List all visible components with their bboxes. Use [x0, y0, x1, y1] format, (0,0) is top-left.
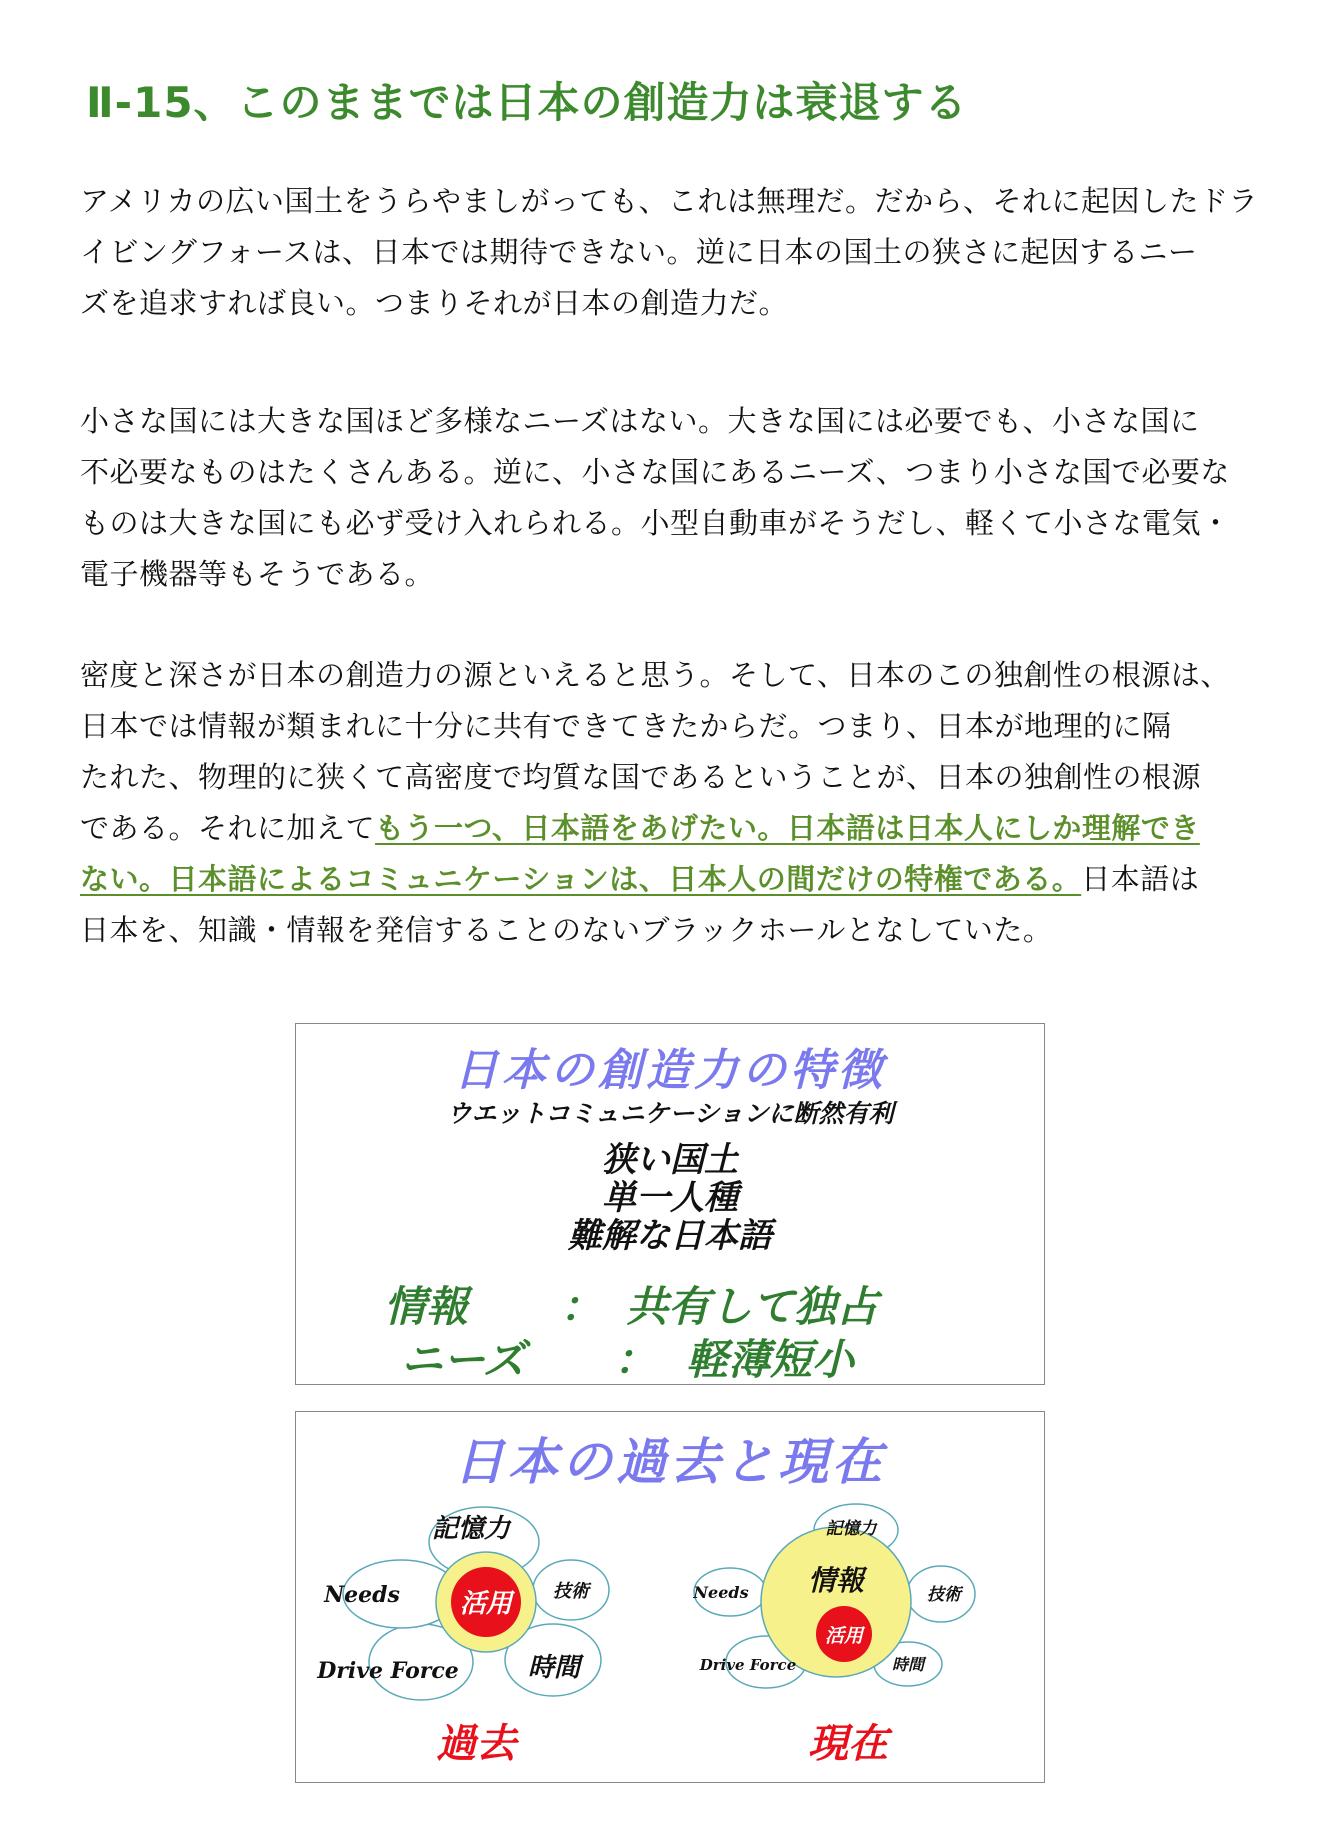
paragraph-line: 小さな国には大きな国ほど多様なニーズはない。大きな国には必要でも、小さな国に [80, 404, 1200, 438]
center-label: 活用 [824, 1625, 864, 1647]
factor-item: 狭い国土 [602, 1140, 738, 1180]
highlighted-text: ない。日本語によるコミュニケーションは、日本人の間だけの特権である。 [80, 862, 1082, 896]
paragraph-line: ものは大きな国にも必ず受け入れられる。小型自動車がそうだし、軽くて小さな電気・ [80, 506, 1231, 540]
factor-item: 難解な日本語 [568, 1216, 772, 1256]
paragraph-line: イビングフォースは、日本では期待できない。逆に日本の国土の狭さに起因するニー [80, 235, 1198, 269]
row-value: 共有して独占 [626, 1282, 879, 1331]
petal-label: 記憶力 [825, 1519, 877, 1539]
past-flower [316, 1507, 609, 1767]
highlighted-text: もう一つ、日本語をあげたい。日本語は日本人にしか理解でき [375, 811, 1200, 845]
paragraph-line: ズを追求すれば良い。つまりそれが日本の創造力だ。 [80, 286, 789, 320]
slide-title: 日本の創造力の特徴 [454, 1045, 886, 1096]
center-top-label: 情報 [807, 1564, 865, 1597]
center-label: 活用 [459, 1589, 513, 1619]
petal-label: Needs [693, 1583, 749, 1602]
slide-creativity-features [295, 1023, 1045, 1385]
paragraph-line [80, 854, 1280, 905]
plain-text: である。それに加えて [80, 811, 376, 845]
caption-label: 現在 [808, 1720, 888, 1767]
petal-label: Drive Force [699, 1656, 797, 1674]
row-value: 軽薄短小 [686, 1335, 855, 1384]
paragraph-line: 不必要なものはたくさんある。逆に、小さな国にあるニーズ、つまり小さな国で必要な [80, 455, 1230, 489]
petal-label: 技術 [553, 1581, 589, 1602]
slide-subtitle: ウエットコミュニケーションに断然有利 [446, 1099, 894, 1128]
paragraph-line: たれた、物理的に狭くて高密度で均質な国であるということが、日本の独創性の根源 [80, 760, 1202, 794]
slide-past-present [295, 1411, 1045, 1783]
row-colon: ： [560, 1282, 603, 1331]
petal-label: Drive Force [317, 1658, 459, 1684]
row-key: 情報 [384, 1282, 469, 1331]
plain-text: 日本語は [1081, 862, 1200, 896]
paragraph-2 [80, 396, 1280, 600]
paragraph-line: 日本では情報が類まれに十分に共有できてきたからだ。つまり、日本が地理的に隔 [80, 709, 1172, 743]
petal-label: 記憶力 [431, 1514, 511, 1544]
petal-label: 技術 [927, 1585, 961, 1605]
petal-label: 時間 [891, 1655, 925, 1674]
row-key: ニーズ [401, 1335, 525, 1384]
caption-label: 過去 [436, 1720, 516, 1767]
paragraph-line [80, 803, 1280, 854]
page-title: Ⅱ-15、このままでは日本の創造力は衰退する [86, 78, 968, 127]
petal-label: Needs [324, 1582, 400, 1608]
paragraph-line: 密度と深さが日本の創造力の源といえると思う。そして、日本のこの独創性の根源は、 [80, 658, 1230, 692]
present-flower [692, 1504, 975, 1767]
paragraph-line: アメリカの広い国土をうらやましがっても、これは無理だ。だから、それに起因したドラ [80, 184, 1258, 218]
factor-item: 単一人種 [602, 1178, 738, 1218]
paragraph-line: 電子機器等もそうである。 [80, 557, 435, 591]
slide-title: 日本の過去と現在 [454, 1432, 886, 1491]
paragraph-line: 日本を、知識・情報を発信することのないブラックホールとなしていた。 [80, 913, 1053, 947]
row-colon: ： [614, 1335, 657, 1384]
paragraph-1 [80, 176, 1280, 329]
flower-diagrams [296, 1412, 1044, 1782]
paragraph-3 [80, 650, 1280, 956]
petal-label: 時間 [527, 1653, 581, 1683]
